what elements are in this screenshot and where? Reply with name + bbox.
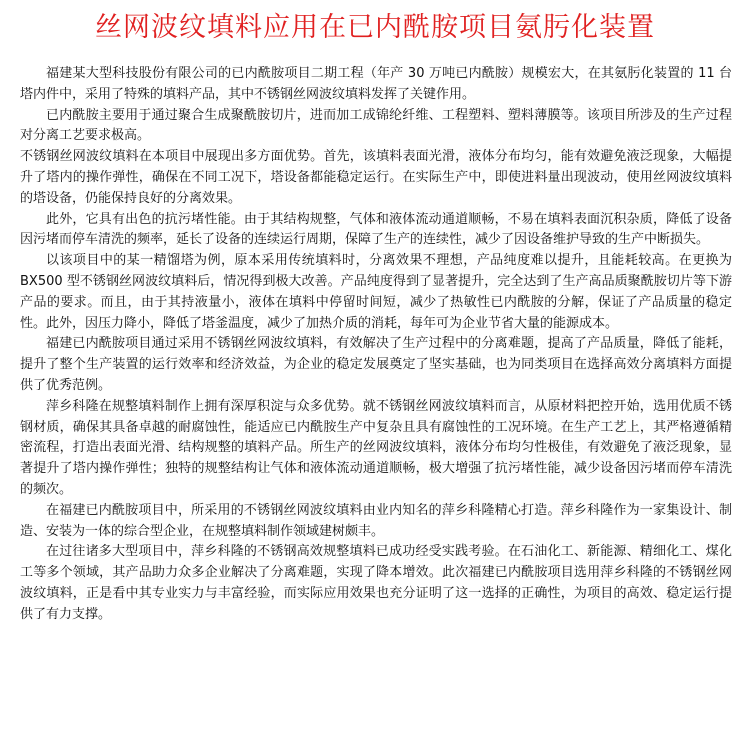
paragraph-past-projects: 在过往诸多大型项目中，萍乡科隆的不锈钢高效规整填料已成功经受实践考验。在石油化工、新能源、精细化工、煤化工等多个领域，其产品助力众多企业解决了分离难题，实现了降本增效。此次福建已内酰胺项目选用萍乡科隆的不锈钢丝网波纹填料，正是看中其专业实力与丰富经验，而实际应用效果也充分证明了这一选择的正确性，为项目的高效、稳定运行提供了有力支撑。 xyxy=(20,544,732,622)
paragraph-anti-fouling: 此外，它具有出色的抗污堵性能。由于其结构规整，气体和液体流动通道顺畅，不易在填料表面沉积杂质，降低了设备因污堵而停车清洗的频率，延长了设备的连续运行周期，保障了生产的连续性，减少了因设备维护导致的生产中断损失。 xyxy=(20,211,732,248)
paragraph-kelong-manufacturer: 在福建已内酰胺项目中，所采用的不锈钢丝网波纹填料由业内知名的萍乡科隆精心打造。萍乡科隆作为一家集设计、制造、安装为一体的综合型企业，在规整填料制作领域建树颇丰。 xyxy=(20,502,732,539)
paragraph-advantages: 不锈钢丝网波纹填料在本项目中展现出多方面优势。首先，该填料表面光滑，液体分布均匀，能有效避免液泛现象，大幅提升了塔内的操作弹性，确保在不同工况下，塔设备都能稳定运行。在实际生产中，即使进料量出现波动，使用丝网波纹填料的塔设备，仍能保持良好的分离效果。 xyxy=(20,149,732,206)
paragraph-kelong-advantages: 萍乡科隆在规整填料制作上拥有深厚积淀与众多优势。就不锈钢丝网波纹填料而言，从原材料把控开始，选用优质不锈钢材质，确保其具备卓越的耐腐蚀性，能适应已内酰胺生产中复杂且具有腐蚀性的工况环境。在生产工艺上，其严格遵循精密流程，打造出表面光滑、结构规整的填料产品。所生产的丝网波纹填料，液体分布均匀性极佳，有效避免了液泛现象，显著提升了塔内操作弹性；独特的规整结构让气体和液体流动通道顺畅，极大增强了抗污堵性能，减少设备因污堵而停车清洗的频次。 xyxy=(20,398,732,497)
paragraph-intro: 福建某大型科技股份有限公司的已内酰胺项目二期工程（年产 30 万吨已内酰胺）规模宏大，在其氨肟化装置的 11 台塔内件中，采用了特殊的填料产品，其中不锈钢丝网波纹填料发挥了关键作用。 xyxy=(20,66,732,102)
paragraph-distillation-example: 以该项目中的某一精馏塔为例，原本采用传统填料时，分离效果不理想，产品纯度难以提升，且能耗较高。在更换为 BX500 型不锈钢丝网波纹填料后，情况得到极大改善。产品纯度得到了显著提升，完全达到了生产高品质聚酰胺切片等下游产品的要求。而且，由于其持液量小，液体在填料中停留时间短，减少了热敏性已内酰胺的分解，保证了产品质量的稳定性。此外，因压力降小，降低了塔釜温度，减少了加热介质的消耗，每年可为企业节省大量的能源成本。 xyxy=(20,253,732,331)
paragraph-caprolactam-usage: 已内酰胺主要用于通过聚合生成聚酰胺切片，进而加工成锦纶纤维、工程塑料、塑料薄膜等。该项目所涉及的生产过程对分离工艺要求极高。 xyxy=(20,107,732,144)
article-title: 丝网波纹填料应用在已内酰胺项目氨肟化装置 xyxy=(95,12,655,43)
paragraph-project-result: 福建已内酰胺项目通过采用不锈钢丝网波纹填料，有效解决了生产过程中的分离难题，提高了产品质量，降低了能耗，提升了整个生产装置的运行效率和经济效益，为企业的稳定发展奠定了坚实基础，也为同类项目在选择高效分离填料方面提供了优秀范例。 xyxy=(20,336,732,393)
article-body xyxy=(20,64,732,626)
